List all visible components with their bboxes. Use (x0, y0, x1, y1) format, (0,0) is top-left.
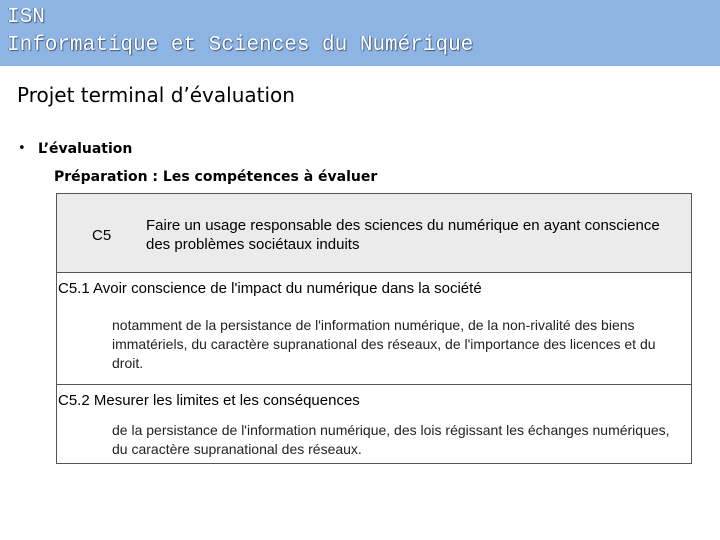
competence-code: C5 (92, 227, 112, 244)
subcompetence-row (57, 273, 691, 385)
subcompetence-title: C5.2 Mesurer les limites et les conséquences (58, 392, 360, 409)
header-title: ISN (7, 6, 45, 29)
section-subheading: Préparation : Les compétences à évaluer (54, 169, 378, 185)
slide-title: Projet terminal d’évaluation (17, 83, 295, 107)
competence-header-row (57, 194, 691, 273)
header-band (0, 0, 720, 66)
header-subtitle: Informatique et Sciences du Numérique (7, 34, 474, 57)
subcompetence-detail: notamment de la persistance de l'information numérique, de la non-rivalité des biens immatériels, du caractère supranational des réseaux, de l'importance des licences et du droit. (112, 317, 656, 371)
subcompetence-detail: de la persistance de l'information numérique, des lois régissant les échanges numériques, du caractère supranational des réseaux. (112, 422, 670, 457)
bullet-icon: • (18, 141, 26, 156)
competence-description: Faire un usage responsable des sciences du numérique en ayant conscience des problèmes sociétaux induits (146, 217, 660, 253)
subcompetence-row (57, 385, 691, 463)
competence-table (56, 193, 692, 464)
bullet-label: L’évaluation (38, 141, 133, 157)
subcompetence-title: C5.1 Avoir conscience de l'impact du numérique dans la société (58, 280, 482, 297)
